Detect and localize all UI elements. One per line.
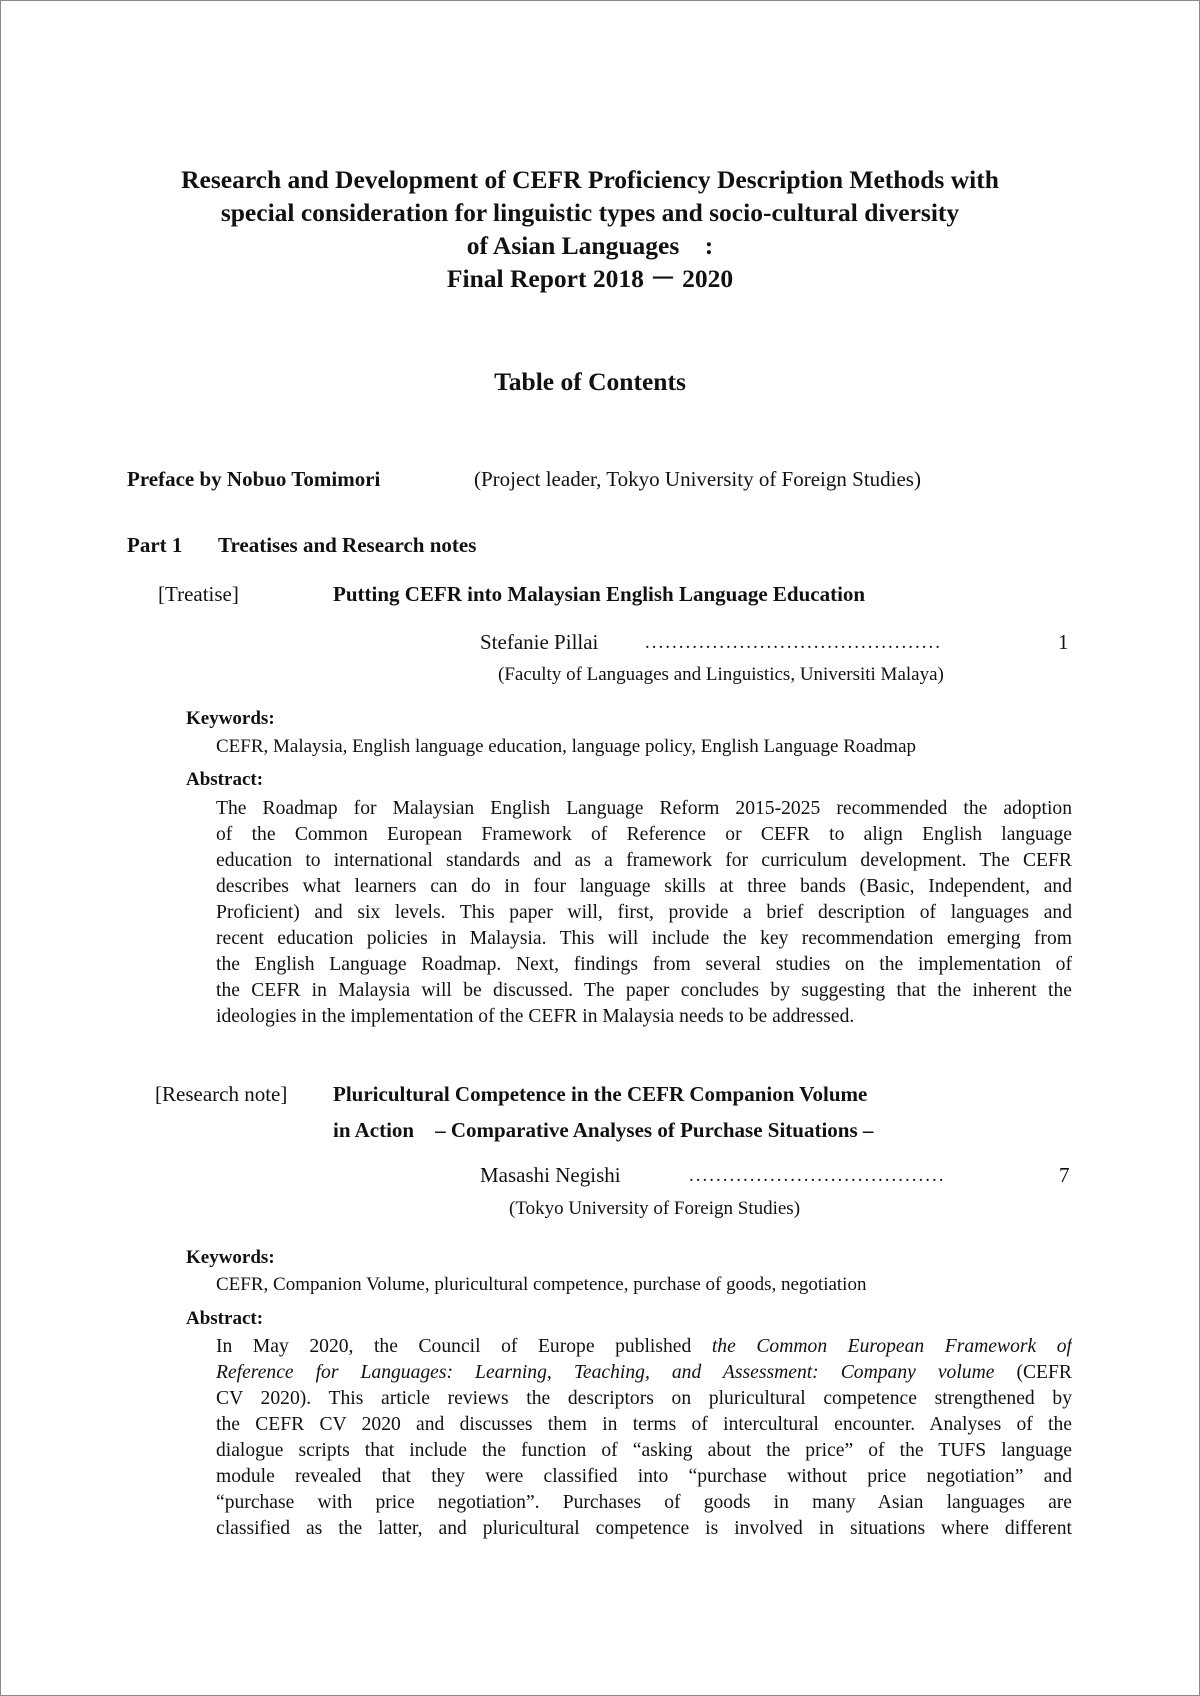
abstract-line: recent education policies in Malaysia. This will include the key recommendation emerging from — [216, 928, 1072, 949]
abstract-italic-title: Reference for Languages: Learning, Teaching, and Assessment: Company volume — [216, 1362, 995, 1383]
keywords-label-2: Keywords: — [186, 1247, 275, 1268]
abstract-line: The Roadmap for Malaysian English Language Reform 2015-2025 recommended the adoption — [216, 798, 1072, 819]
title-line-1: Research and Development of CEFR Proficiency Description Methods with — [181, 165, 999, 194]
abstract-text: (CEFR — [994, 1362, 1072, 1383]
affiliation-negishi: (Tokyo University of Foreign Studies) — [509, 1198, 801, 1219]
abstract-2 — [216, 1334, 1072, 1542]
preface-note: (Project leader, Tokyo University of Foreign Studies) — [474, 467, 921, 491]
preface-label: Preface by Nobuo Tomimori — [127, 467, 381, 491]
title-line-4: Final Report 2018 － 2020 — [446, 264, 734, 293]
leader-dots-1: ............................................ — [645, 632, 942, 653]
entry-title-2-line-1: Pluricultural Competence in the CEFR Companion Volume — [333, 1082, 868, 1106]
entry-type-research-note: [Research note] — [155, 1082, 288, 1106]
abstract-line: CV 2020). This article reviews the descriptors on pluricultural competence strengthened by — [216, 1388, 1072, 1409]
abstract-line: Proficient) and six levels. This paper will, first, provide a brief description of languages and — [216, 902, 1072, 923]
page-number-1: 1 — [1058, 630, 1069, 654]
abstract-1 — [216, 796, 1072, 1030]
abstract-line: module revealed that they were classified into “purchase without price negotiation” and — [216, 1466, 1072, 1487]
entry-type-treatise: [Treatise] — [158, 582, 239, 606]
abstract-line: education to international standards and as a framework for curriculum development. The CEFR — [216, 850, 1072, 871]
abstract-line: “purchase with price negotiation”. Purchases of goods in many Asian languages are — [216, 1492, 1072, 1513]
abstract-label-2: Abstract: — [186, 1308, 264, 1329]
affiliation-pillai: (Faculty of Languages and Linguistics, Universiti Malaya) — [498, 664, 944, 685]
abstract-line: describes what learners can do in four language skills at three bands (Basic, Independent, and — [216, 876, 1072, 897]
abstract-italic-title: the Common European Framework of — [711, 1336, 1072, 1357]
abstract-label-1: Abstract: — [186, 769, 264, 790]
abstract-line: ideologies in the implementation of the CEFR in Malaysia needs to be addressed. — [216, 1006, 855, 1027]
leader-dots-2: ...................................... — [689, 1165, 946, 1186]
entry-title-2-line-2: in Action – Comparative Analyses of Purchase Situations – — [333, 1118, 874, 1142]
abstract-line: the English Language Roadmap. Next, findings from several studies on the implementation of — [216, 954, 1072, 975]
author-negishi: Masashi Negishi — [480, 1163, 621, 1187]
keywords-label-1: Keywords: — [186, 708, 275, 729]
abstract-line: the CEFR in Malaysia will be discussed. The paper concludes by suggesting that the inherent the — [216, 980, 1072, 1001]
title-line-2: special consideration for linguistic types and socio-cultural diversity — [220, 198, 960, 227]
toc-heading: Table of Contents — [494, 367, 686, 396]
abstract-line: the CEFR CV 2020 and discusses them in terms of intercultural encounter. Analyses of the — [216, 1414, 1072, 1435]
keywords-2: CEFR, Companion Volume, pluricultural competence, purchase of goods, negotiation — [216, 1274, 867, 1295]
page-number-2: 7 — [1059, 1163, 1070, 1187]
part-number: Part 1 — [127, 533, 183, 557]
author-pillai: Stefanie Pillai — [480, 630, 599, 654]
abstract-line: dialogue scripts that include the function of “asking about the price” of the TUFS language — [216, 1440, 1072, 1461]
entry-title-1: Putting CEFR into Malaysian English Language Education — [333, 582, 866, 606]
abstract-line — [216, 1360, 1072, 1386]
keywords-1: CEFR, Malaysia, English language education, language policy, English Language Roadmap — [216, 736, 917, 757]
abstract-text: In May 2020, the Council of Europe published — [216, 1336, 712, 1357]
abstract-line: classified as the latter, and pluricultural competence is involved in situations where different — [216, 1518, 1072, 1539]
title-line-3: of Asian Languages : — [466, 231, 714, 260]
abstract-line — [216, 1334, 1072, 1360]
part-title: Treatises and Research notes — [218, 533, 477, 557]
report-title — [1, 163, 1179, 295]
abstract-line: of the Common European Framework of Reference or CEFR to align English language — [216, 824, 1072, 845]
